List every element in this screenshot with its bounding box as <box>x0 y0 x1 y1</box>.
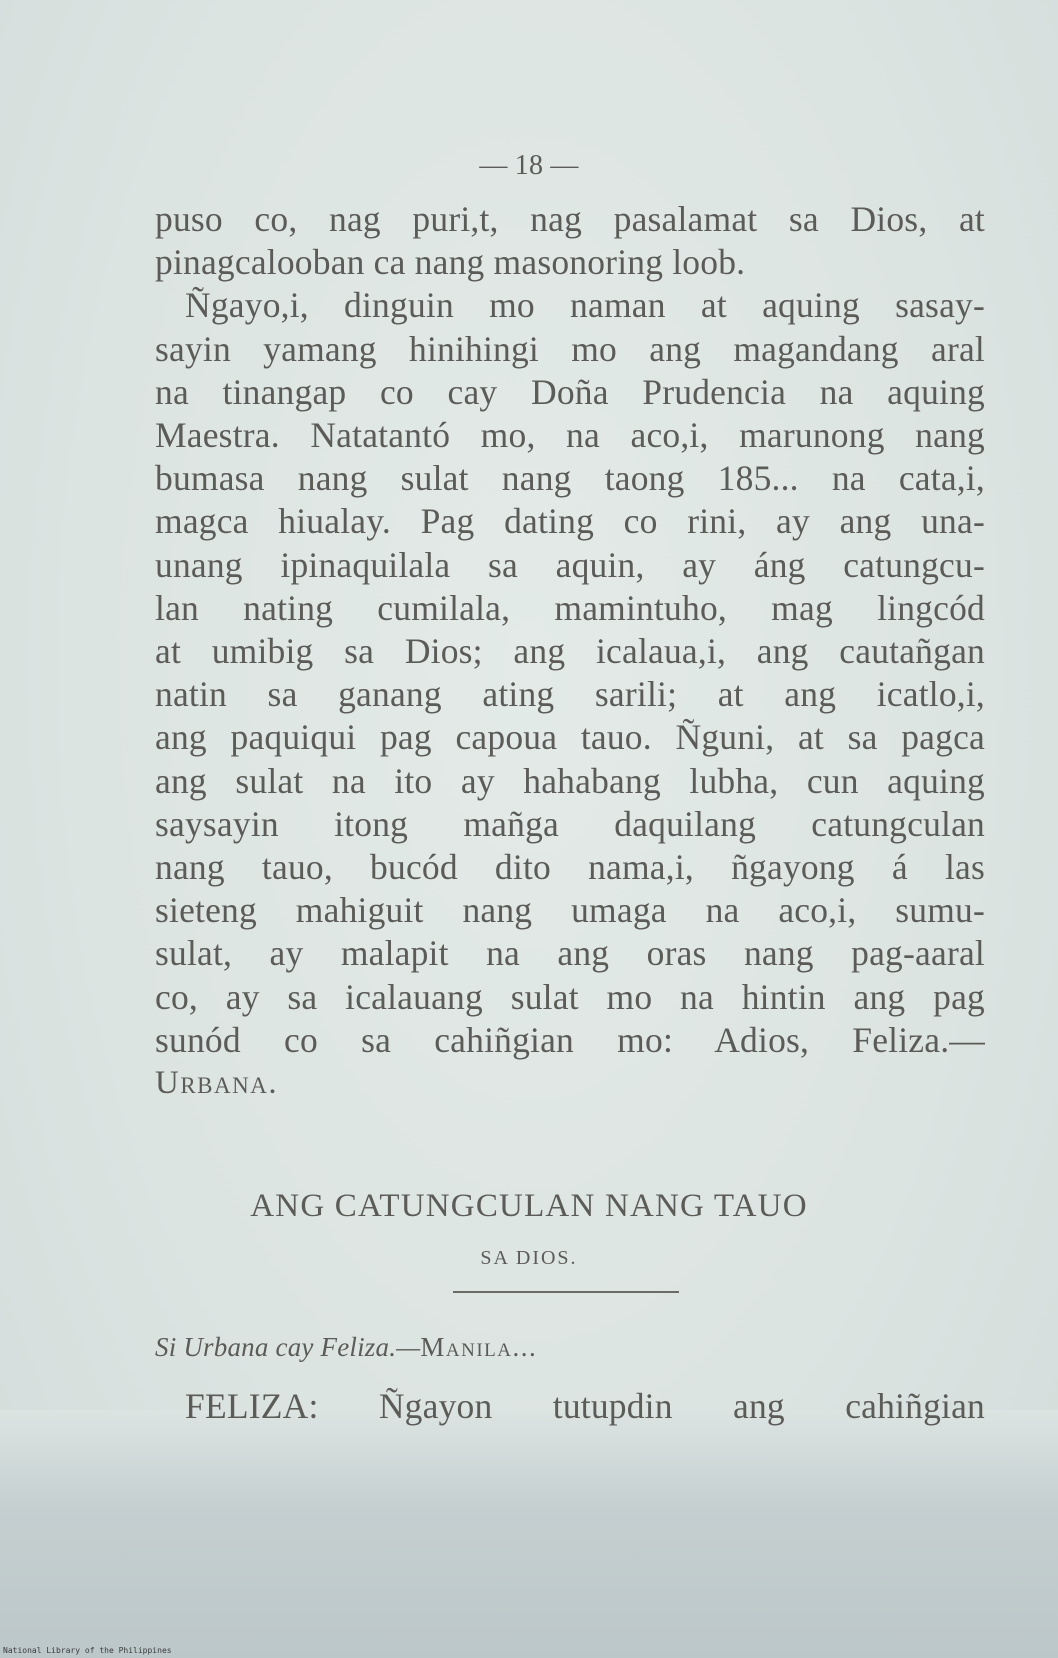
body-line-4: sayin yamang hinihingi mo ang magandang aral <box>155 329 985 369</box>
letter-sender-recipient: Si Urbana cay Feliza.— <box>155 1332 421 1362</box>
page-number: — 18 — <box>479 150 579 181</box>
body-line-1: puso co, nag puri,t, nag pasalamat sa Dios, at <box>155 199 985 239</box>
body-line-3: Ñgayo,i, dinguin mo naman at aquing sasay- <box>185 285 985 325</box>
body-line-14: ang sulat na ito ay hahabang lubha, cun aquing <box>155 761 985 801</box>
body-line-9: unang ipinaquilala sa aquin, ay áng catungcu- <box>155 545 985 585</box>
footer-credit: National Library of the Philippines <box>3 1646 172 1655</box>
signature: Urbana. <box>155 1065 279 1101</box>
body-line-6: Maestra. Natatantó mo, na aco,i, marunong nang <box>155 415 985 455</box>
body-line-17: sieteng mahiguit nang umaga na aco,i, sumu- <box>155 890 985 930</box>
body-line-8: magca hiualay. Pag dating co rini, ay ang una- <box>155 501 985 541</box>
body-line-15: saysayin itong mañga daquilang catungculan <box>155 804 985 844</box>
letter-opening-line: FELIZA: Ñgayon tutupdin ang cahiñgian <box>185 1386 985 1426</box>
page-shadow <box>0 1410 1058 1658</box>
body-line-12: natin sa ganang ating sarili; at ang icatlo,i, <box>155 674 985 714</box>
body-line-10: lan nating cumilala, mamintuho, mag lingcód <box>155 588 985 628</box>
letter-heading <box>155 1332 537 1363</box>
divider-rule <box>453 1291 679 1293</box>
body-line-19: co, ay sa icalauang sulat mo na hintin ang pag <box>155 977 985 1017</box>
section-subheading: SA DIOS. <box>480 1247 578 1269</box>
section-heading: ANG CATUNGCULAN NANG TAUO <box>250 1188 808 1224</box>
body-line-2: pinagcalooban ca nang masonoring loob. <box>155 242 746 282</box>
letter-place: Manila... <box>420 1332 538 1362</box>
body-line-11: at umibig sa Dios; ang icalaua,i, ang cautañgan <box>155 631 985 671</box>
body-line-20: sunód co sa cahiñgian mo: Adios, Feliza.— <box>155 1020 985 1060</box>
body-line-18: sulat, ay malapit na ang oras nang pag-aaral <box>155 933 985 973</box>
body-line-7: bumasa nang sulat nang taong 185... na cata,i, <box>155 458 985 498</box>
body-line-13: ang paquiqui pag capoua tauo. Ñguni, at sa pagca <box>155 717 985 757</box>
body-line-5: na tinangap co cay Doña Prudencia na aquing <box>155 372 985 412</box>
body-line-16: nang tauo, bucód dito nama,i, ñgayong á las <box>155 847 985 887</box>
